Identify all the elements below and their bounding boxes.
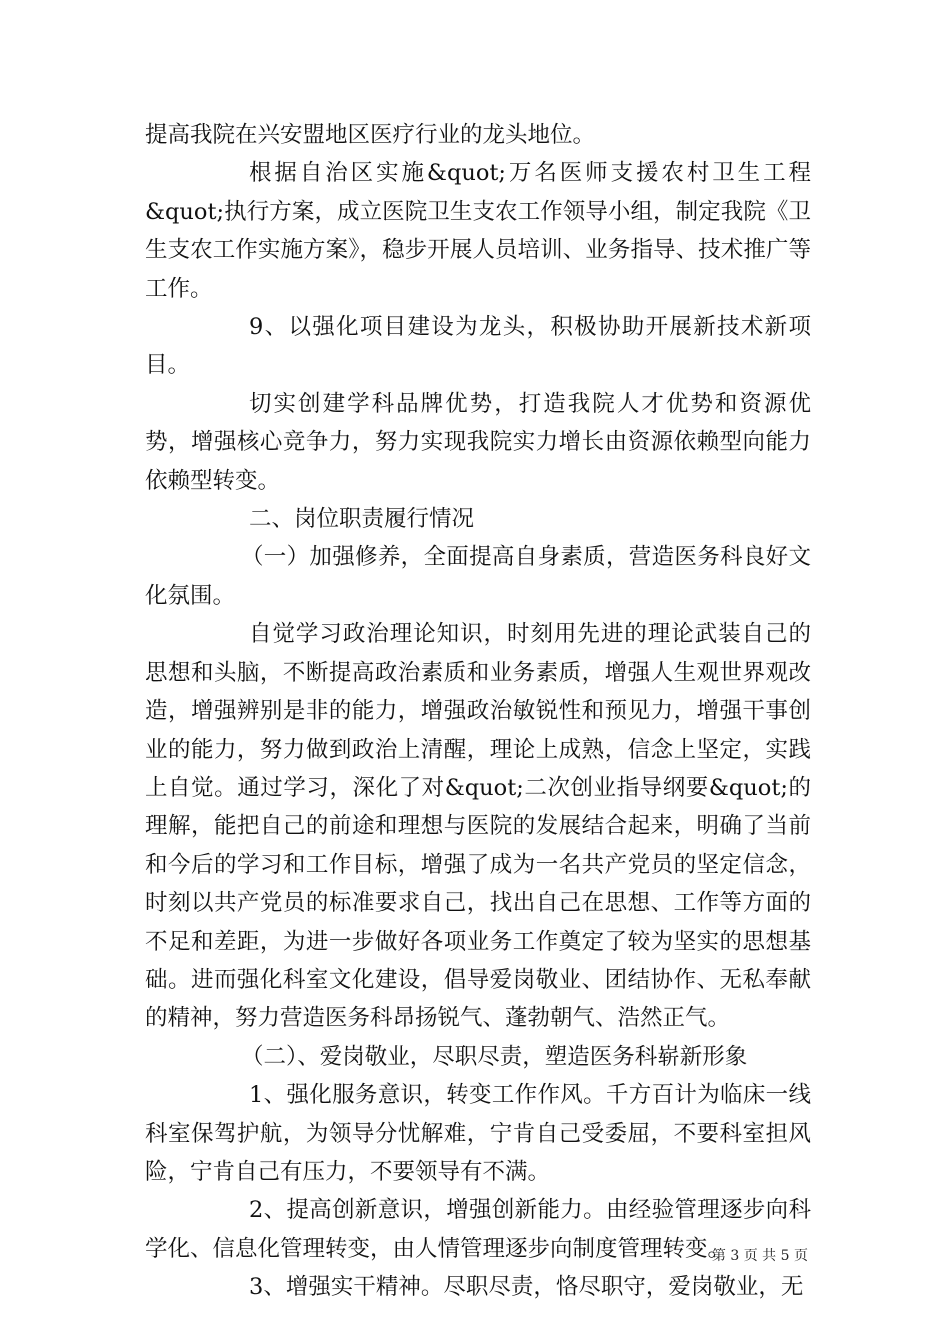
section-heading-duties: 二、岗位职责履行情况 bbox=[249, 506, 475, 533]
paragraph-continuation: 提高我院在兴安盟地区医疗行业的龙头地位。 bbox=[145, 122, 596, 148]
paragraph-political-study: 自觉学习政治理论知识，时刻用先进的理论武装自己的思想和头脑，不断提高政治素质和业务素质，增强人生观世界观改造，增强辨别是非的能力，增强政治敏锐性和预见力，增强干事创业的能力，努力做到政治上清醒，理论上成熟，信念上坚定，实践上自觉。通过学习，深化了对&quot;二次创业指导纲要&quot;的理解，能把自己的前途和理想与医院的发展结合起来，明确了当前和今后的学习和工作目标，增强了成为一名共产党员的坚定信念，时刻以共产党员的标准要求自己，找出自己在思想、工作等方面的不足和差距，为进一步做好各项业务工作奠定了较为坚实的思想基础。进而强化科室文化建设，倡导爱岗敬业、团结协作、无私奉献的精神，努力营造医务科昂扬锐气、蓬勃朝气、浩然正气。 bbox=[145, 621, 811, 1032]
paragraph-service-awareness: 1、强化服务意识，转变工作作风。千方百计为临床一线科室保驾护航，为领导分忧解难，宁肯自己受委屈，不要科室担风险，宁肯自己有压力，不要领导有不满。 bbox=[145, 1082, 811, 1185]
paragraph-practical-spirit: 3、增强实干精神。尽职尽责，恪尽职守，爱岗敬业，无 bbox=[249, 1274, 804, 1301]
subheading-dedication: （二）、爱岗敬业，尽职尽责，塑造医务科崭新形象 bbox=[241, 1043, 748, 1070]
paragraph-innovation: 2、提高创新意识，增强创新能力。由经验管理逐步向科学化、信息化管理转变，由人情管理逐步向制度管理转变。 bbox=[145, 1197, 811, 1262]
document-body bbox=[145, 116, 811, 1307]
paragraph-support-rural: 根据自治区实施&quot;万名医师支援农村卫生工程&quot;执行方案，成立医院卫生支农工作领导小组，制定我院《卫生支农工作实施方案》，稳步开展人员培训、业务指导、技术推广等工作。 bbox=[145, 160, 811, 302]
subheading-self-cultivation: （一）加强修养，全面提高自身素质，营造医务科良好文化氛围。 bbox=[145, 544, 811, 609]
paragraph-item-9: 9、以强化项目建设为龙头，积极协助开展新技术新项目。 bbox=[145, 314, 811, 379]
page-number-footer: 第 3 页 共 5 页 bbox=[711, 1248, 808, 1264]
paragraph-discipline-brand: 切实创建学科品牌优势，打造我院人才优势和资源优势，增强核心竞争力，努力实现我院实力增长由资源依赖型向能力依赖型转变。 bbox=[145, 390, 811, 494]
